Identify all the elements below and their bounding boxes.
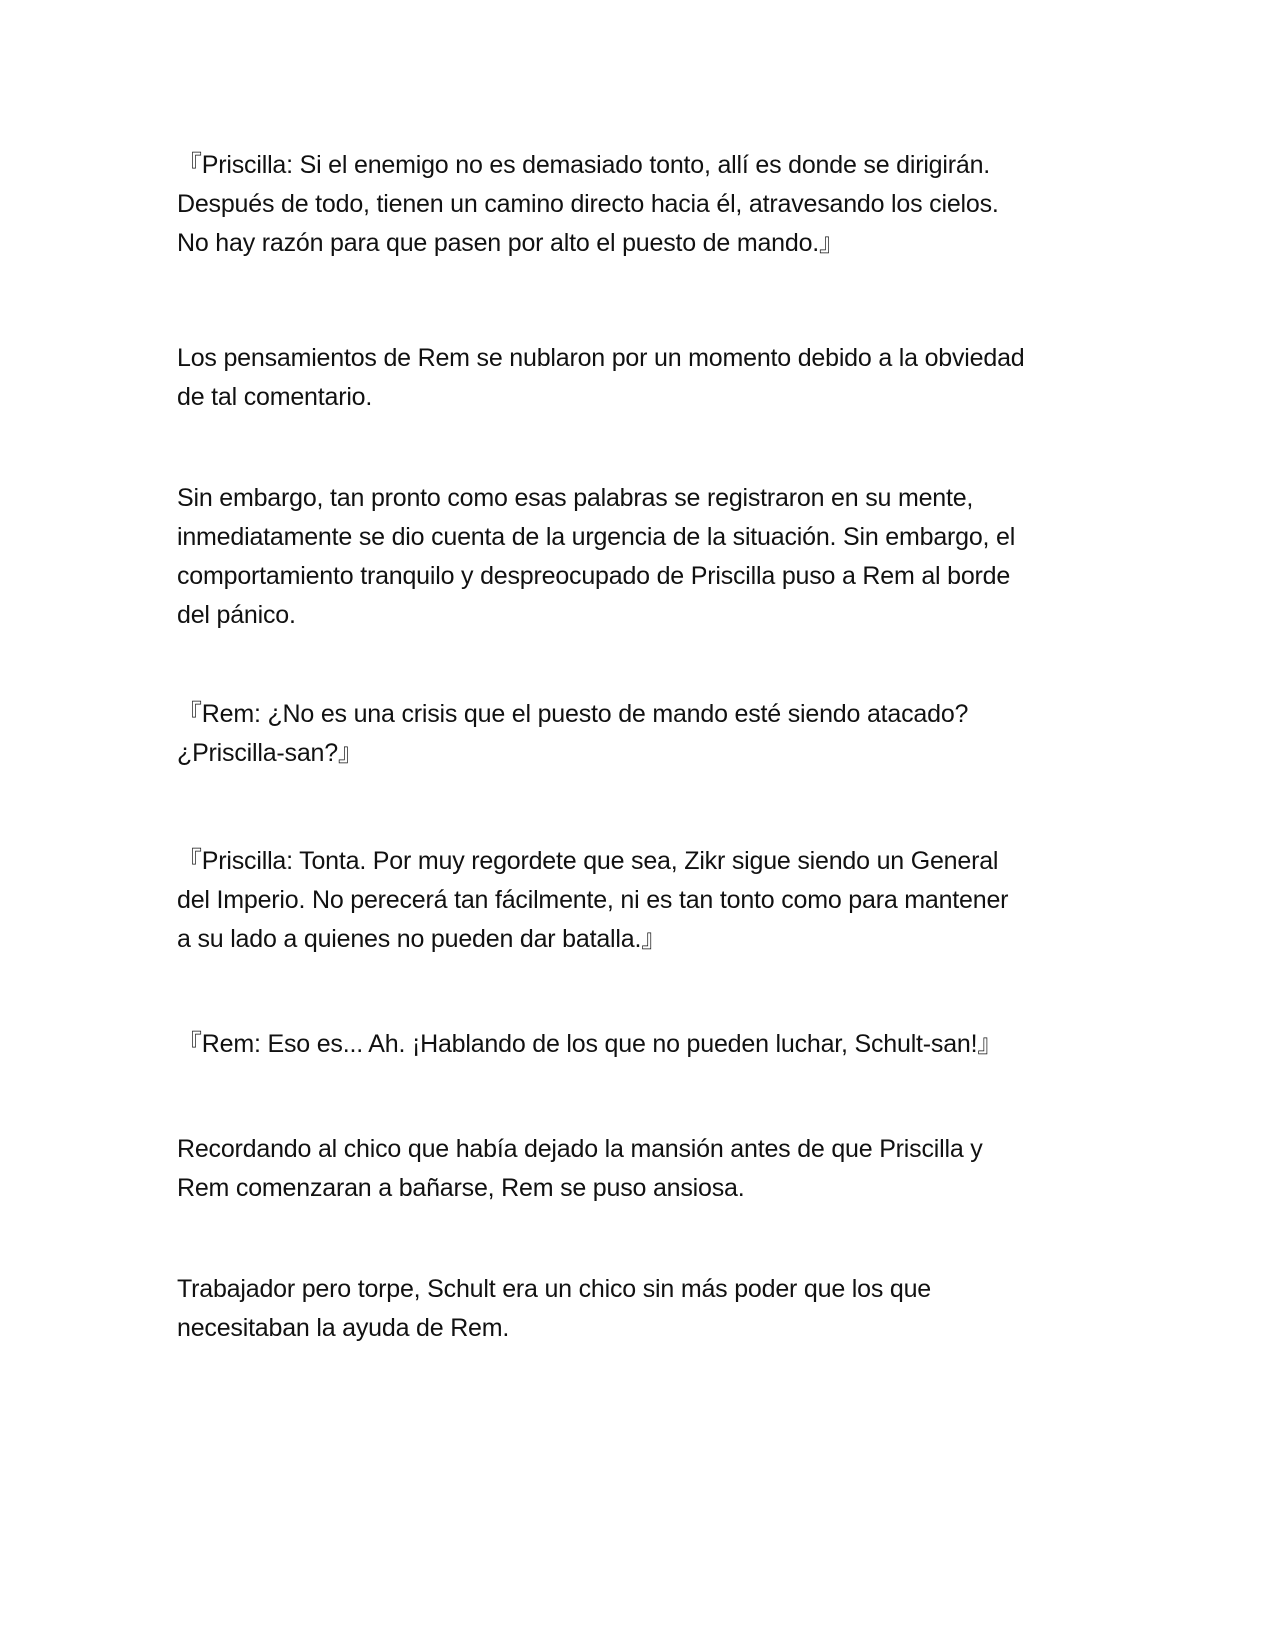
dialogue-rem-crisis: 『Rem: ¿No es una crisis que el puesto de mando esté siendo atacado? ¿Priscilla-san?』	[177, 700, 969, 767]
paragraph-rem-thoughts: Los pensamientos de Rem se nublaron por un momento debido a la obviedad de tal comentario.	[177, 344, 1025, 411]
paragraph-remembering-boy: Recordando al chico que había dejado la mansión antes de que Priscilla y Rem comenzaran a bañarse, Rem se puso ansiosa.	[177, 1135, 983, 1202]
dialogue-priscilla-zikr: 『Priscilla: Tonta. Por muy regordete que sea, Zikr sigue siendo un General del Imperio. No perecerá tan fácilmente, ni es tan tonto como para mantener a su lado a quienes no pueden dar batalla.』	[177, 847, 1009, 953]
paragraph-urgency: Sin embargo, tan pronto como esas palabras se registraron en su mente, inmediatamente se dio cuenta de la urgencia de la situación. Sin embargo, el comportamiento tranquilo y despreocupado de Priscilla puso a Rem al borde del pánico.	[177, 484, 1016, 629]
dialogue-rem-schult: 『Rem: Eso es... Ah. ¡Hablando de los que no pueden luchar, Schult-san!』	[177, 1030, 1003, 1058]
paragraph-schult: Trabajador pero torpe, Schult era un chico sin más poder que los que necesitaban la ayuda de Rem.	[177, 1275, 931, 1342]
dialogue-priscilla-enemy: 『Priscilla: Si el enemigo no es demasiado tonto, allí es donde se dirigirán. Después de todo, tienen un camino directo hacia él, atravesando los cielos. No hay razón para que pasen por alto el puesto de mando.』	[177, 151, 999, 257]
